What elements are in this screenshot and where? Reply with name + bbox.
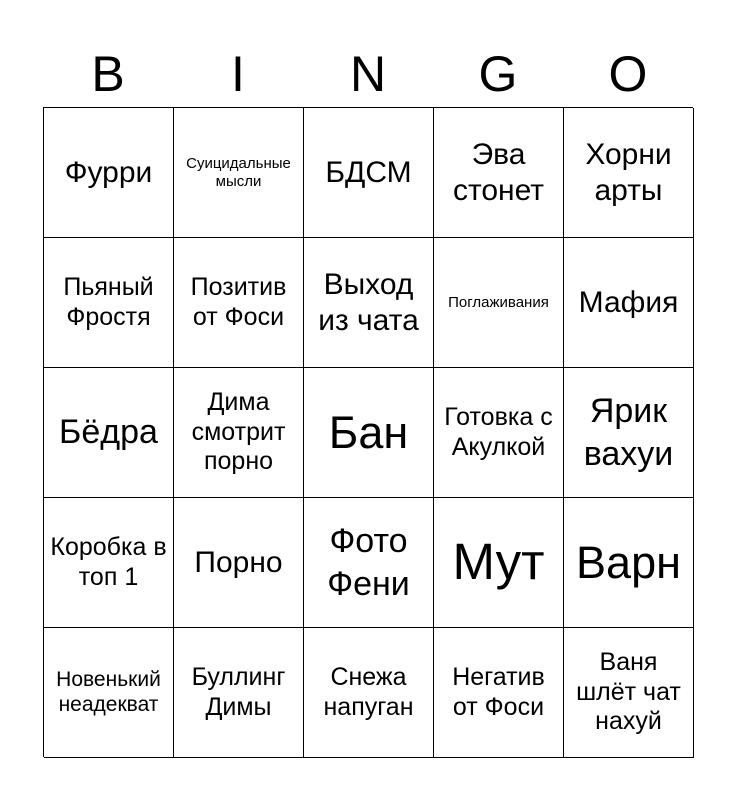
- bingo-cell-5-5[interactable]: Ваня шлёт чат нахуй: [564, 628, 694, 758]
- bingo-cell-2-5[interactable]: Мафия: [564, 238, 694, 368]
- bingo-cell-4-5[interactable]: Варн: [564, 498, 694, 628]
- bingo-cell-5-3[interactable]: Снежа напуган: [304, 628, 434, 758]
- bingo-cell-4-4[interactable]: Мут: [434, 498, 564, 628]
- bingo-cell-5-4[interactable]: Негатив от Фоси: [434, 628, 564, 758]
- bingo-cell-3-5[interactable]: Ярик вахуи: [564, 368, 694, 498]
- bingo-cell-2-1[interactable]: Пьяный Фростя: [44, 238, 174, 368]
- bingo-cell-3-1[interactable]: Бёдра: [44, 368, 174, 498]
- bingo-cell-1-4[interactable]: Эва стонет: [434, 108, 564, 238]
- bingo-cell-4-1[interactable]: Коробка в топ 1: [44, 498, 174, 628]
- header-letter-n: N: [349, 46, 387, 102]
- bingo-cell-3-4[interactable]: Готовка с Акулкой: [434, 368, 564, 498]
- bingo-cell-2-4[interactable]: Поглаживания: [434, 238, 564, 368]
- header-letter-i: I: [231, 46, 245, 102]
- bingo-cell-5-2[interactable]: Буллинг Димы: [174, 628, 304, 758]
- bingo-header: [43, 40, 693, 108]
- bingo-cell-1-5[interactable]: Хорни арты: [564, 108, 694, 238]
- header-letter-o: O: [608, 46, 648, 102]
- bingo-cell-1-2[interactable]: Суицидальные мысли: [174, 108, 304, 238]
- bingo-cell-2-3[interactable]: Выход из чата: [304, 238, 434, 368]
- bingo-cell-3-3[interactable]: Бан: [304, 368, 434, 498]
- bingo-cell-2-2[interactable]: Позитив от Фоси: [174, 238, 304, 368]
- bingo-cell-1-1[interactable]: Фурри: [44, 108, 174, 238]
- bingo-cell-5-1[interactable]: Новенький неадекват: [44, 628, 174, 758]
- bingo-cell-4-2[interactable]: Порно: [174, 498, 304, 628]
- bingo-board: [43, 107, 693, 757]
- bingo-cell-4-3[interactable]: Фото Фени: [304, 498, 434, 628]
- header-letter-g: G: [478, 46, 518, 102]
- bingo-cell-1-3[interactable]: БДСМ: [304, 108, 434, 238]
- header-letter-b: B: [91, 46, 125, 102]
- bingo-cell-3-2[interactable]: Дима смотрит порно: [174, 368, 304, 498]
